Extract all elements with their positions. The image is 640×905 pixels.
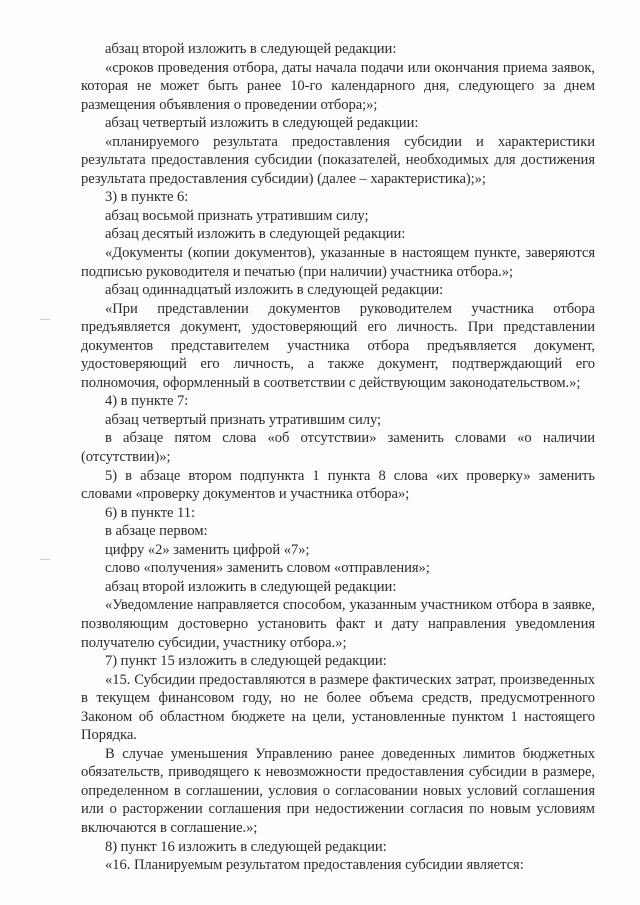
paragraph: 4) в пункте 7: <box>105 393 189 410</box>
paragraph: 5) в абзаце втором подпункта 1 пункта 8 слова «их проверку» заменить словами «проверку документов и участника отбора»; <box>81 467 595 503</box>
paragraph: в абзаце первом: <box>105 523 208 540</box>
paragraph: «16. Планируемым результатом предоставления субсидии является: <box>105 857 524 874</box>
paragraph: абзац восьмой признать утратившим силу; <box>105 207 369 224</box>
paragraph: абзац одиннадцатый изложить в следующей редакции: <box>105 282 444 299</box>
paragraph: 6) в пункте 11: <box>105 504 196 521</box>
paragraph: абзац десятый изложить в следующей редакции: <box>105 226 406 243</box>
paragraph: слово «получения» заменить словом «отправления»; <box>105 560 430 577</box>
paragraph: «Документы (копии документов), указанные в настоящем пункте, заверяются подписью руководителя и печатью (при наличии) участника отбора.»; <box>81 245 595 280</box>
paragraph: 8) пункт 16 изложить в следующей редакции: <box>105 838 387 855</box>
paragraph: абзац второй изложить в следующей редакции: <box>105 578 397 595</box>
paragraph: «Уведомление направляется способом, указанным участником отбора в заявке, позволяющим достоверно установить факт и дату направления уведомления получателю субсидии, участнику отбора.»; <box>81 597 595 651</box>
paragraph: в абзаце пятом слова «об отсутствии» заменить словами «о наличии (отсутствии)»; <box>81 430 595 466</box>
paragraph: «При представлении документов руководителем участника отбора предъявляется документ, удостоверяющий его личность. При представлении документов представителем участника отбора предъявляется документ, удостоверяющий его личность, а также документ, подтверждающий его полномочия, оформленный в соответствии с действующим законодательством.»; <box>81 300 595 391</box>
paragraph: «15. Субсидии предоставляются в размере фактических затрат, произведенных в текущем финансовом году, но не более объема средств, предусмотренного Законом об областном бюджете на цели, установленные пунктом 1 настоящего Порядка. <box>81 671 595 744</box>
paragraph: абзац четвертый признать утратившим силу; <box>105 411 382 428</box>
paragraph: цифру «2» заменить цифрой «7»; <box>105 541 310 558</box>
paragraph: 3) в пункте 6: <box>105 189 189 206</box>
document-body <box>81 40 595 875</box>
paragraph: «планируемого результата предоставления субсидии и характеристики результата предоставления субсидии (показателей, необходимых для достижения результата предоставления субсидии) (далее – характеристика);»; <box>81 133 595 187</box>
paragraph: абзац четвертый изложить в следующей редакции: <box>105 115 419 132</box>
paragraph: абзац второй изложить в следующей редакции: <box>105 41 397 57</box>
paragraph: 7) пункт 15 изложить в следующей редакции: <box>105 653 387 670</box>
scan-margin-mark: ﹏ <box>40 551 50 562</box>
scan-margin-mark: ﹏ <box>40 311 50 322</box>
paragraph: «сроков проведения отбора, даты начала подачи или окончания приема заявок, которая не может быть ранее 10-го календарного дня, следующего за днем размещения объявления о проведении отбора;»; <box>81 59 595 113</box>
paragraph: В случае уменьшения Управлению ранее доведенных лимитов бюджетных обязательств, приводящего к невозможности предоставления субсидии в размере, определенном в соглашении, условия о согласовании новых условий соглашения или о расторжении соглашения при недостижении согласия по новым условиям включаются в соглашение.»; <box>81 745 595 836</box>
